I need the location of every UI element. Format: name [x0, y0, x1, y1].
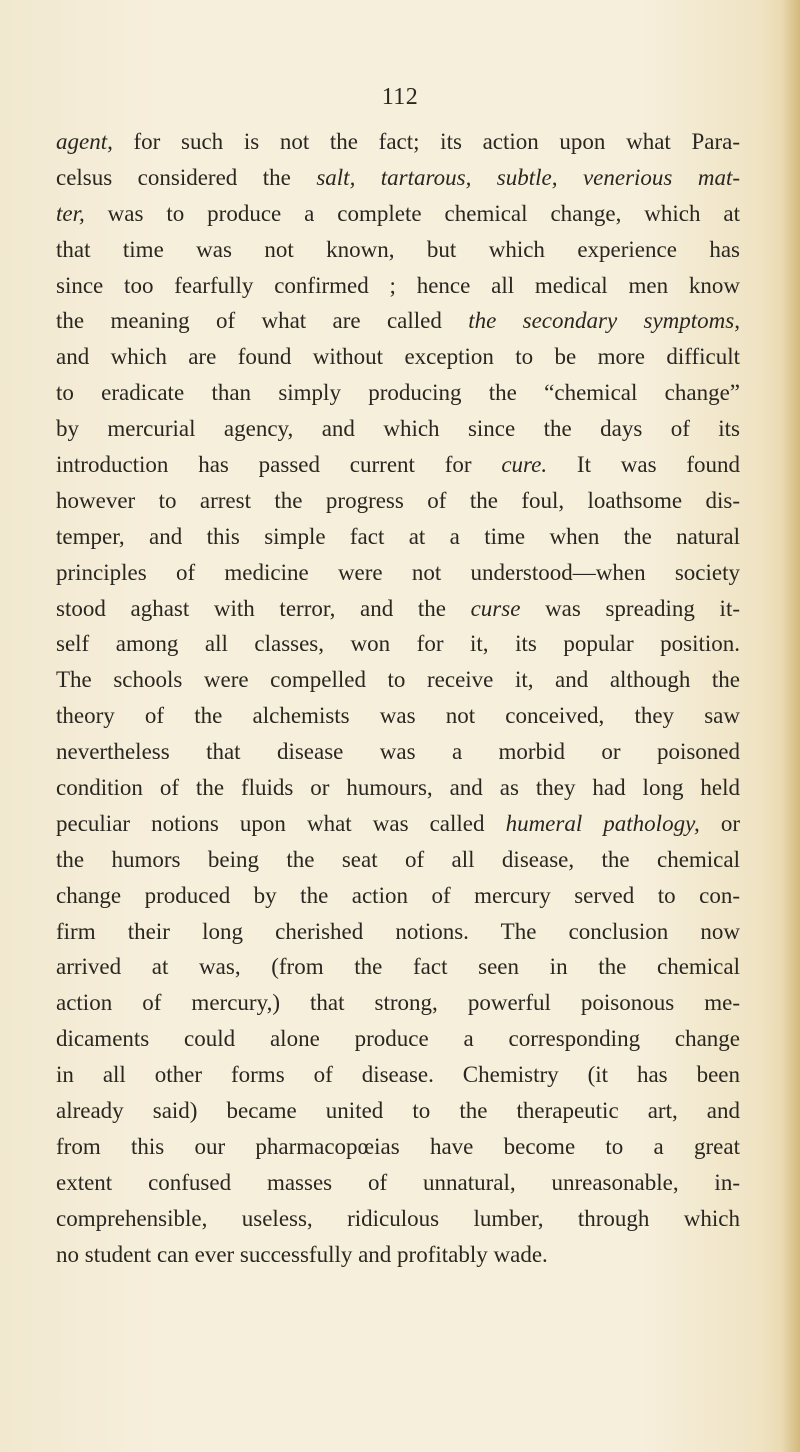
text-line: [56, 483, 740, 519]
text-run: and which are found without exception to be more difficult: [56, 344, 740, 370]
text-run: the meaning of what are called: [56, 308, 469, 334]
text-run: no student can ever successfully and profitably wade.: [56, 1241, 548, 1267]
text-run: self among all classes, won for it, its popular position.: [56, 631, 740, 657]
text-run: It was found: [547, 452, 740, 478]
text-line: [56, 447, 740, 483]
text-line: [56, 591, 740, 627]
text-line: [56, 411, 740, 447]
text-line: [56, 985, 740, 1021]
text-line: [56, 842, 740, 878]
text-run: however to arrest the progress of the foul, loathsome dis-: [56, 487, 740, 513]
text-run: from this our pharmacopœias have become to a great: [56, 1133, 740, 1159]
text-line: [56, 949, 740, 985]
italic-text: curse: [470, 595, 521, 621]
text-line: [56, 303, 740, 339]
text-line: [56, 1021, 740, 1057]
text-run: theory of the alchemists was not conceived, they saw: [56, 703, 740, 729]
text-line: [56, 1165, 740, 1201]
text-line: [56, 914, 740, 950]
text-run: introduction has passed current for: [56, 452, 502, 478]
text-run: condition of the fluids or humours, and as they had long held: [56, 775, 740, 801]
text-line: [56, 375, 740, 411]
text-line: [56, 806, 740, 842]
text-line: [56, 626, 740, 662]
text-run: nevertheless that disease was a morbid or poisoned: [56, 739, 740, 765]
text-line: [56, 770, 740, 806]
text-run: celsus considered the: [56, 164, 317, 190]
text-line: [56, 1129, 740, 1165]
page-number: 112: [381, 84, 419, 110]
text-run: by mercurial agency, and which since the days of its: [56, 416, 740, 442]
text-line: [56, 662, 740, 698]
text-line: [56, 734, 740, 770]
text-line: [56, 268, 740, 304]
text-line: [56, 555, 740, 591]
text-run: peculiar notions upon what was called: [56, 810, 506, 836]
text-line: [56, 160, 740, 196]
text-run: extent confused masses of unnatural, unreasonable, in-: [56, 1169, 740, 1195]
text-line: [56, 124, 740, 160]
italic-text: salt, tartarous, subtle, venerious mat-: [316, 164, 740, 190]
text-line: [56, 1201, 740, 1237]
text-run: stood aghast with terror, and the: [56, 595, 471, 621]
page-edge-shadow: [782, 0, 800, 1452]
text-run: since too fearfully confirmed ; hence all medical men know: [56, 272, 740, 298]
italic-text: ter,: [56, 200, 85, 226]
text-run: action of mercury,) that strong, powerful poisonous me-: [56, 990, 740, 1016]
text-line: [56, 196, 740, 232]
text-run: or: [699, 810, 740, 836]
text-run: to eradicate than simply producing the “chemical change”: [56, 380, 740, 406]
text-line: [56, 232, 740, 268]
italic-text: cure.: [501, 452, 548, 478]
text-line: [56, 339, 740, 375]
text-run: firm their long cherished notions. The conclusion now: [56, 918, 740, 944]
text-line: [56, 519, 740, 555]
body-text: [56, 124, 740, 1273]
text-run: comprehensible, useless, ridiculous lumber, through which: [56, 1205, 740, 1231]
text-run: dicaments could alone produce a corresponding change: [56, 1026, 740, 1052]
text-line: [56, 1057, 740, 1093]
text-run: The schools were compelled to receive it, and although the: [56, 667, 740, 693]
text-run: arrived at was, (from the fact seen in the chemical: [56, 954, 740, 980]
text-line: [56, 698, 740, 734]
text-run: was spreading it-: [520, 595, 740, 621]
text-run: principles of medicine were not understood—when society: [56, 559, 740, 585]
italic-text: humeral pathology,: [505, 810, 700, 836]
text-run: was to produce a complete chemical change, which at: [84, 200, 740, 226]
text-run: the humors being the seat of all disease, the chemical: [56, 846, 740, 872]
text-line: [56, 1237, 740, 1273]
text-line: [56, 878, 740, 914]
text-run: that time was not known, but which experience has: [56, 236, 740, 262]
italic-text: the secondary symptoms,: [468, 308, 740, 334]
text-run: in all other forms of disease. Chemistry (it has been: [56, 1062, 740, 1088]
text-line: [56, 1093, 740, 1129]
text-run: already said) became united to the therapeutic art, and: [56, 1098, 740, 1124]
text-run: change produced by the action of mercury served to con-: [56, 882, 740, 908]
italic-text: agent,: [56, 129, 113, 154]
text-run: temper, and this simple fact at a time when the natural: [56, 523, 740, 549]
text-run: for such is not the fact; its action upon what Para-: [112, 129, 740, 154]
